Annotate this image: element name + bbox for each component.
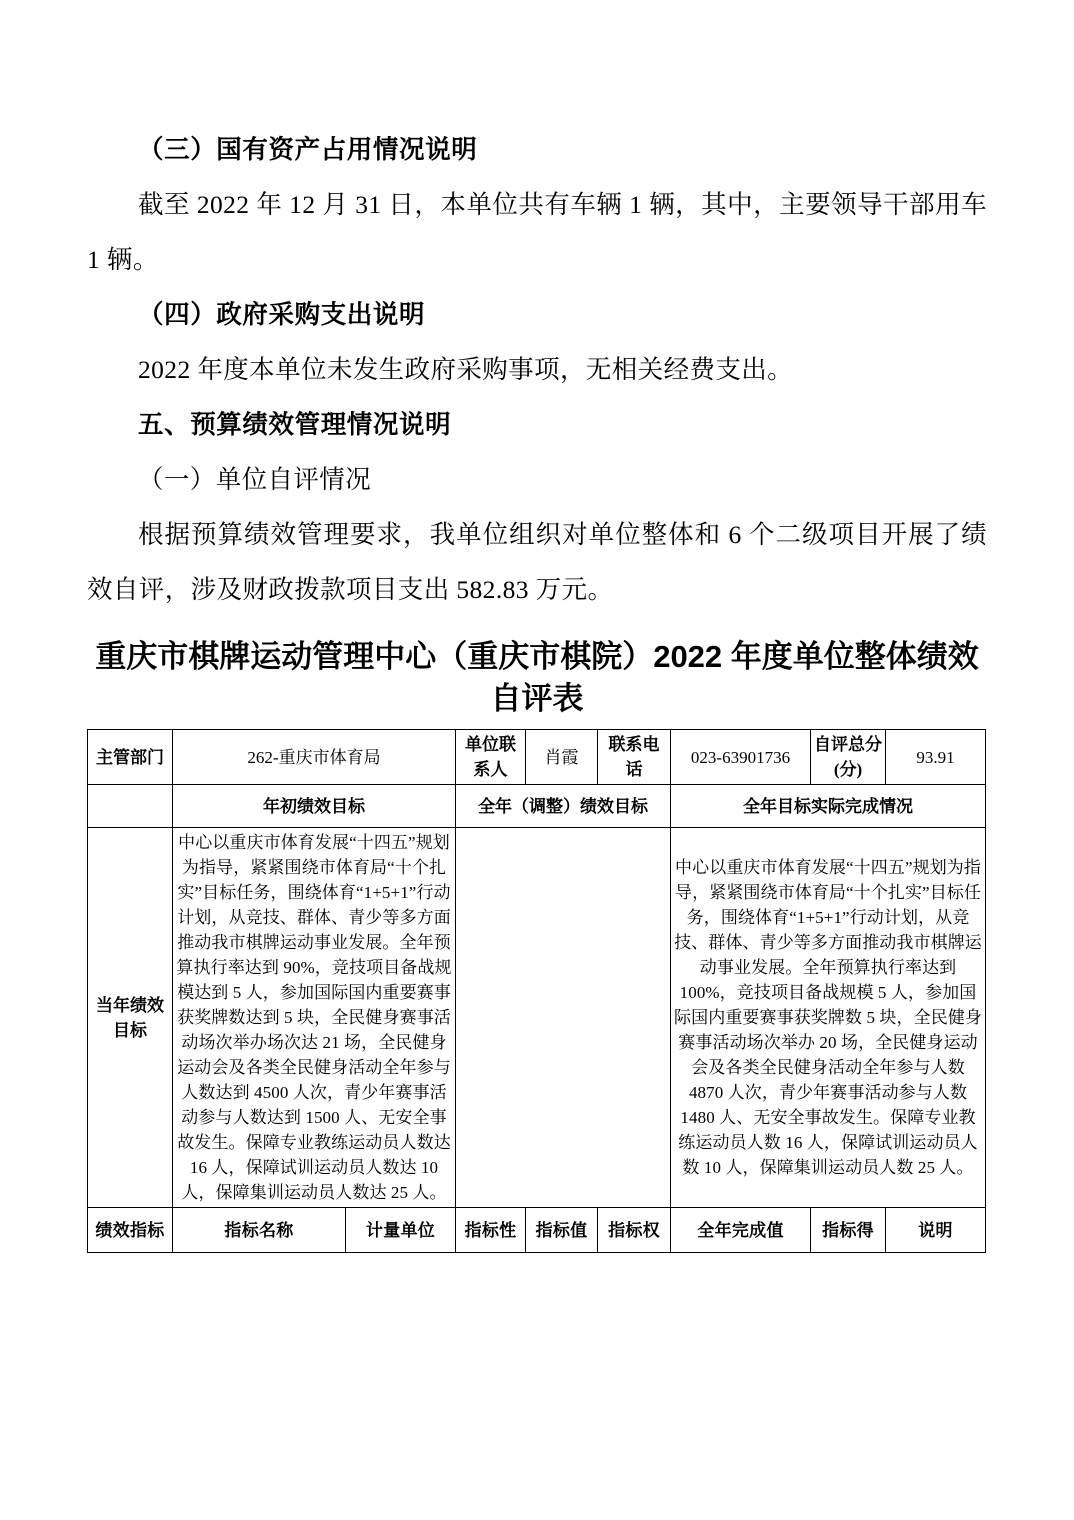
table-row-goal-body — [88, 828, 986, 1208]
cell-metric-header-name: 指标名称 — [173, 1208, 346, 1253]
heading-budget-performance: 五、预算绩效管理情况说明 — [138, 410, 452, 439]
table-row-metric-headers — [88, 1208, 986, 1253]
cell-actual-completion-text: 中心以重庆市体育发展“十四五”规划为指导，紧紧围绕市体育局“十个扎实”目标任务，围绕体育“1+5+1”行动计划，从竞技、群体、青少等多方面推动我市棋牌运动事业发展。全年预算执行率达到 100%，竞技项目备战规模 5 人，参加国际国内重要赛事获奖牌数 5 块，全民健身赛事活动场次举办 20 场，全民健身运动会及各类全民健身活动全年参与人数 4870 人次，青少年赛事活动参与人数 1480 人、无安全事故发生。保障专业教练运动员人数 16 人，保障试训运动员人数 10 人，保障集训运动员人数 25 人。 — [671, 828, 986, 1208]
paragraph-gov-procurement: 2022 年度本单位未发生政府采购事项，无相关经费支出。 — [138, 355, 794, 384]
cell-metric-header-value: 指标值 — [526, 1208, 598, 1253]
cell-adjusted-goal-text — [456, 828, 671, 1208]
prose-block — [87, 122, 987, 617]
cell-contact-value: 肖霞 — [526, 730, 598, 785]
cell-score-label: 自评总分(分) — [811, 730, 886, 785]
cell-metric-header-annual-actual: 全年完成值 — [671, 1208, 811, 1253]
cell-goal-header-spacer — [88, 785, 173, 828]
cell-metric-header-indicator: 绩效指标 — [88, 1208, 173, 1253]
table-row-info — [88, 730, 986, 785]
cell-initial-goal-text: 中心以重庆市体育发展“十四五”规划为指导，紧紧围绕市体育局“十个扎实”目标任务，围绕体育“1+5+1”行动计划，从竞技、群体、青少等多方面推动我市棋牌运动事业发展。全年预算执行率达到 90%，竞技项目备战规模达到 5 人，参加国际国内重要赛事获奖牌数达到 5 块，全民健身赛事活动场次举办场次达 21 场，全民健身运动会及各类全民健身活动全年参与人数达到 4500 人次，青少年赛事活动参与人数达到 1500 人、无安全事故发生。保障专业教练运动员人数达 16 人，保障试训运动员人数达 10 人，保障集训运动员人数达 25 人。 — [173, 828, 456, 1208]
cell-current-year-goal-label: 当年绩效目标 — [88, 828, 173, 1208]
cell-phone-value: 023-63901736 — [671, 730, 811, 785]
cell-score-value: 93.91 — [886, 730, 986, 785]
subheading-self-evaluation: （一）单位自评情况 — [138, 465, 372, 494]
paragraph-state-assets: 截至 2022 年 12 月 31 日，本单位共有车辆 1 辆，其中，主要领导干部用车 1 辆。 — [87, 190, 987, 274]
heading-state-assets: （三）国有资产占用情况说明 — [138, 135, 478, 164]
cell-header-initial-goal: 年初绩效目标 — [173, 785, 456, 828]
cell-metric-header-unit: 计量单位 — [346, 1208, 456, 1253]
cell-metric-header-remark: 说明 — [886, 1208, 986, 1253]
cell-metric-header-weight: 指标权 — [598, 1208, 671, 1253]
paragraph-self-evaluation: 根据预算绩效管理要求，我单位组织对单位整体和 6 个二级项目开展了绩效自评，涉及财政拨款项目支出 582.83 万元。 — [87, 520, 987, 604]
cell-metric-header-nature: 指标性 — [456, 1208, 526, 1253]
heading-gov-procurement: （四）政府采购支出说明 — [138, 300, 426, 329]
cell-header-actual-completion: 全年目标实际完成情况 — [671, 785, 986, 828]
cell-dept-label: 主管部门 — [88, 730, 173, 785]
table-title: 重庆市棋牌运动管理中心（重庆市棋院）2022 年度单位整体绩效自评表 — [95, 639, 979, 716]
cell-dept-value: 262-重庆市体育局 — [173, 730, 456, 785]
performance-self-evaluation-table — [87, 729, 986, 1253]
cell-contact-label: 单位联系人 — [456, 730, 526, 785]
cell-header-adjusted-goal: 全年（调整）绩效目标 — [456, 785, 671, 828]
table-row-goal-headers — [88, 785, 986, 828]
cell-phone-label: 联系电话 — [598, 730, 671, 785]
performance-table-wrapper — [87, 729, 985, 1253]
cell-metric-header-score: 指标得 — [811, 1208, 886, 1253]
